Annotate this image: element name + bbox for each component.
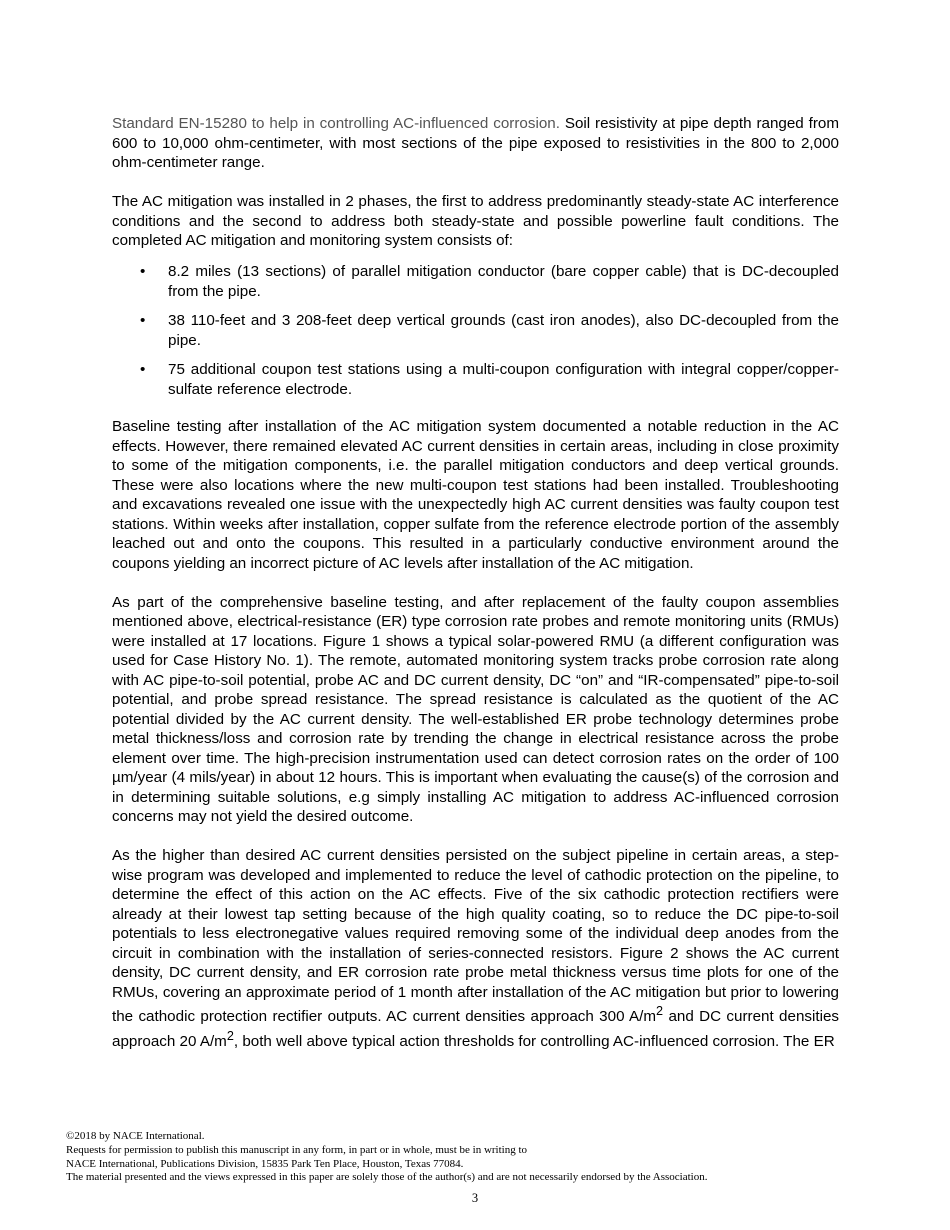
list-item bbox=[112, 311, 839, 350]
paragraph-1-lead: Standard EN-15280 to help in controlling AC-influenced corrosion. bbox=[112, 115, 560, 132]
bullet-icon: • bbox=[140, 312, 146, 329]
page-number: 3 bbox=[471, 1191, 479, 1205]
bullet-icon: • bbox=[140, 361, 146, 378]
list-item-text: 8.2 miles (13 sections) of parallel mitigation conductor (bare copper cable) that is DC-decoupled from the pipe. bbox=[168, 263, 839, 300]
footer-line: Requests for permission to publish this manuscript in any form, in part or in whole, must be in writing to bbox=[66, 1143, 528, 1156]
paragraph-2: The AC mitigation was installed in 2 phases, the first to address predominantly steady-state AC interference conditions and the second to address both steady-state and possible powerline fault conditions. The completed AC mitigation and monitoring system consists of: bbox=[112, 193, 839, 249]
paragraph-4: As part of the comprehensive baseline testing, and after replacement of the faulty coupon assemblies mentioned above, electrical-resistance (ER) type corrosion rate probes and remote monitoring units (RMUs) were installed at 17 locations. Figure 1 shows a typical solar-powered RMU (a different configuration was used for Case History No. 1). The remote, automated monitoring system tracks probe corrosion rate along with AC pipe-to-soil potential, probe AC and DC current density, DC “on” and “IR-compensated” pipe-to-soil potential, and probe spread resistance. The spread resistance is calculated as the quotient of the AC potential divided by the AC current density. The well-established ER probe technology determines probe metal thickness/loss and corrosion rate by trending the change in electrical resistance across the probe element over time. The high-precision instrumentation used can detect corrosion rates on the order of 100 µm/year (4 mils/year) in about 12 hours. This is important when evaluating the cause(s) of the corrosion and in determining suitable solutions, e.g simply installing AC mitigation to address AC-influenced corrosion concerns may not yield the desired outcome. bbox=[112, 593, 839, 825]
body-text bbox=[112, 114, 839, 1071]
paragraph-5-part-a: As the higher than desired AC current densities persisted on the subject pipeline in certain areas, a step-wise program was developed and implemented to reduce the level of cathodic protection on the pipeline, to determine the effect of this action on the AC effects. Five of the six cathodic protection rectifiers were already at their lowest tap setting because of the high quality coating, so to reduce the DC pipe-to-soil potentials to less electronegative values required removing some of the individual deep anodes from the circuit in combination with the installation of series-connected resistors. Figure 2 shows the AC current density, DC current density, and ER corrosion rate probe metal thickness versus time plots for one of the RMUs, covering an approximate period of 1 month after installation of the AC mitigation but prior to lowering the cathodic protection rectifier outputs. AC current densities approach 300 A/m bbox=[112, 847, 839, 1026]
paragraph-5 bbox=[112, 846, 839, 1051]
paragraph-3: Baseline testing after installation of the AC mitigation system documented a notable reduction in the AC effects. However, there remained elevated AC current densities in certain areas, including in close proximity to some of the mitigation components, i.e. the parallel mitigation conductors and deep vertical grounds. These were also locations where the new multi-coupon test stations had been installed. Troubleshooting and excavations revealed one issue with the unexpectedly high AC current densities was faulty coupon test stations. Within weeks after installation, copper sulfate from the reference electrode portion of the assembly leached out and onto the coupons. This resulted in a particularly conductive environment around the coupons yielding an incorrect picture of AC levels after installation of the AC mitigation. bbox=[112, 418, 839, 572]
list-item-text: 38 110-feet and 3 208-feet deep vertical grounds (cast iron anodes), also DC-decoupled from the pipe. bbox=[168, 312, 839, 349]
paragraph-5-part-b: and DC current densities approach 20 A/m bbox=[112, 1008, 839, 1050]
paragraph-1-rest: Soil resistivity at pipe depth ranged from 600 to 10,000 ohm-centimeter, with most sections of the pipe exposed to resistivities in the 800 to 2,000 ohm-centimeter range. bbox=[112, 115, 839, 171]
bullet-icon: • bbox=[140, 263, 146, 280]
copyright-footer bbox=[66, 1130, 886, 1185]
footer-line: The material presented and the views expressed in this paper are solely those of the author(s) and are not necessarily endorsed by the Association. bbox=[66, 1171, 708, 1184]
mitigation-list bbox=[112, 262, 839, 399]
paragraph-5-part-c: , both well above typical action thresholds for controlling AC-influenced corrosion. The ER bbox=[233, 1032, 835, 1050]
superscript: 2 bbox=[656, 1004, 664, 1018]
footer-line: NACE International, Publications Division, 15835 Park Ten Place, Houston, Texas 77084. bbox=[66, 1157, 464, 1170]
list-item-text: 75 additional coupon test stations using a multi-coupon configuration with integral copper/copper-sulfate reference electrode. bbox=[168, 361, 839, 398]
footer-line: ©2018 by NACE International. bbox=[66, 1130, 205, 1142]
list-item bbox=[112, 262, 839, 301]
list-item bbox=[112, 360, 839, 399]
superscript: 2 bbox=[226, 1028, 234, 1043]
paragraph-1 bbox=[112, 114, 839, 173]
